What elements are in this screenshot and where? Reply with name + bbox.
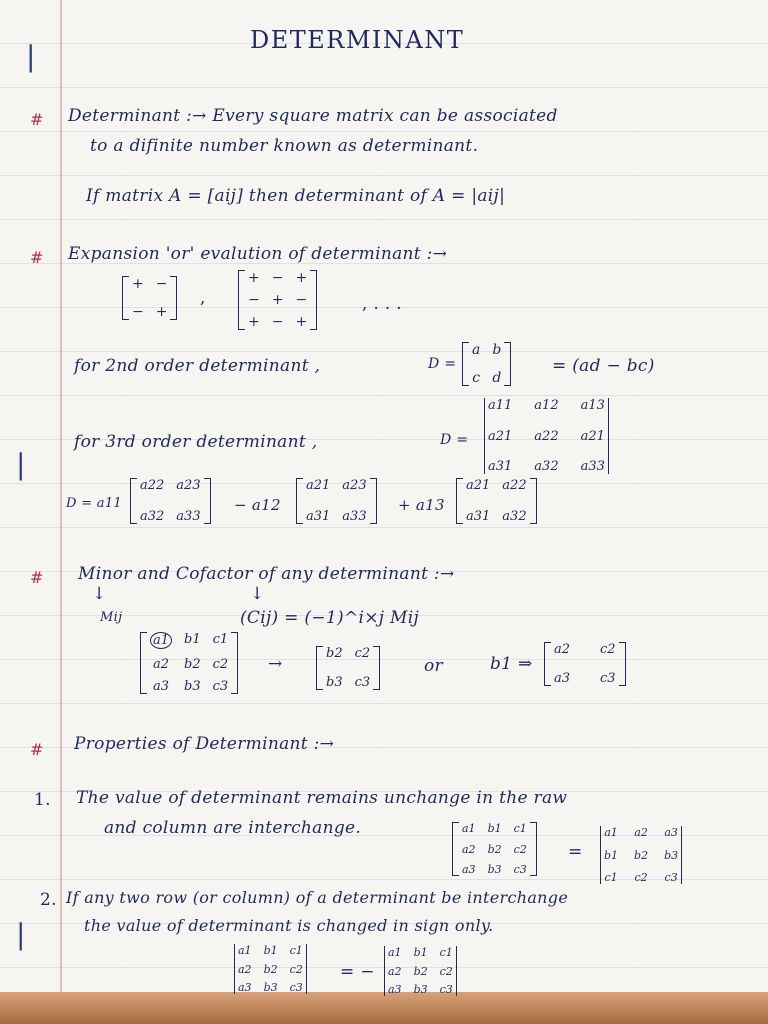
third-order-label: for 3rd order determinant , [74, 432, 318, 452]
definition-line-3: If matrix A = [aij] then determinant of A = |aij| [86, 186, 506, 206]
property-2-line-2: the value of determinant is changed in sign only. [84, 916, 494, 935]
minor-symbol: Mij [100, 610, 123, 625]
second-order-label: for 2nd order determinant , [74, 356, 321, 376]
margin-line [60, 0, 62, 1000]
or-label: or [424, 656, 443, 676]
margin-mark: | [16, 448, 26, 481]
minor-cofactor-heading: Minor and Cofactor of any determinant :→ [78, 564, 455, 584]
minor-source-matrix: a1 b1 c1 a2 b2 c2 a3 b3 c3 [140, 632, 238, 694]
sign-matrix-2x2: + − − + [122, 276, 177, 320]
margin-mark: | [26, 40, 36, 73]
page-title: DETERMINANT [250, 26, 465, 54]
bullet-hash: # [30, 110, 44, 129]
property-2-number: 2. [40, 890, 57, 910]
definition-line-1: Determinant :→ Every square matrix can be associated [68, 106, 558, 126]
separator-comma: , [200, 288, 206, 308]
arrow-icon: → [268, 654, 283, 674]
property-1-matrix-right: a1 a2 a3 b1 b2 b3 c1 c2 c3 [600, 826, 682, 884]
b1-label: b1 ⇒ [490, 654, 533, 674]
property-2-matrix-right: a1 b1 c1 a2 b2 c2 a3 b3 c3 [384, 946, 457, 996]
expansion-heading: Expansion 'or' evalution of determinant :→ [68, 244, 448, 264]
continuation-dots: , . . . [362, 294, 402, 314]
second-order-result: = (ad − bc) [552, 356, 655, 376]
expansion-prefix: D = a11 [66, 496, 122, 511]
minor-matrix-3: a21 a22 a31 a32 [456, 478, 537, 524]
property-1-matrix-left: a1 b1 c1 a2 b2 c2 a3 b3 c3 [452, 822, 537, 876]
margin-mark: | [16, 918, 26, 951]
second-order-matrix: a b c d [462, 342, 511, 386]
property-1-line-2: and column are interchange. [104, 818, 362, 838]
second-order-d: D = [428, 356, 457, 372]
property-2-equals: = − [340, 962, 375, 982]
page-bottom-edge [0, 992, 768, 1024]
minor-matrix-2: a21 a23 a31 a33 [296, 478, 377, 524]
sign-matrix-3x3: + − + − + − + − + [238, 270, 317, 330]
expansion-term-3: + a13 [398, 496, 445, 514]
bullet-hash: # [30, 248, 44, 267]
minor-matrix-1: a22 a23 a32 a33 [130, 478, 211, 524]
properties-heading: Properties of Determinant :→ [74, 734, 335, 754]
third-order-matrix: a11 a12 a13 a21 a22 a21 a31 a32 a33 [484, 398, 609, 474]
down-arrow-icon: ↓ [92, 584, 107, 604]
expansion-term-2: − a12 [234, 496, 281, 514]
minor-b1-matrix: a2 c2 a3 c3 [544, 642, 626, 686]
down-arrow-icon: ↓ [250, 584, 265, 604]
property-1-equals: = [568, 842, 583, 862]
minor-a1-matrix: b2 c2 b3 c3 [316, 646, 380, 690]
bullet-hash: # [30, 568, 44, 587]
property-2-matrix-left: a1 b1 c1 a2 b2 c2 a3 b3 c3 [234, 944, 307, 994]
cofactor-expression: (Cij) = (−1)^i×j Mij [240, 608, 420, 628]
property-1-number: 1. [34, 790, 51, 810]
definition-line-2: to a difinite number known as determinant. [90, 136, 479, 156]
bullet-hash: # [30, 740, 44, 759]
property-2-line-1: If any two row (or column) of a determinant be interchange [66, 888, 569, 907]
third-order-d: D = [440, 432, 469, 448]
property-1-line-1: The value of determinant remains unchange in the raw [76, 788, 568, 808]
